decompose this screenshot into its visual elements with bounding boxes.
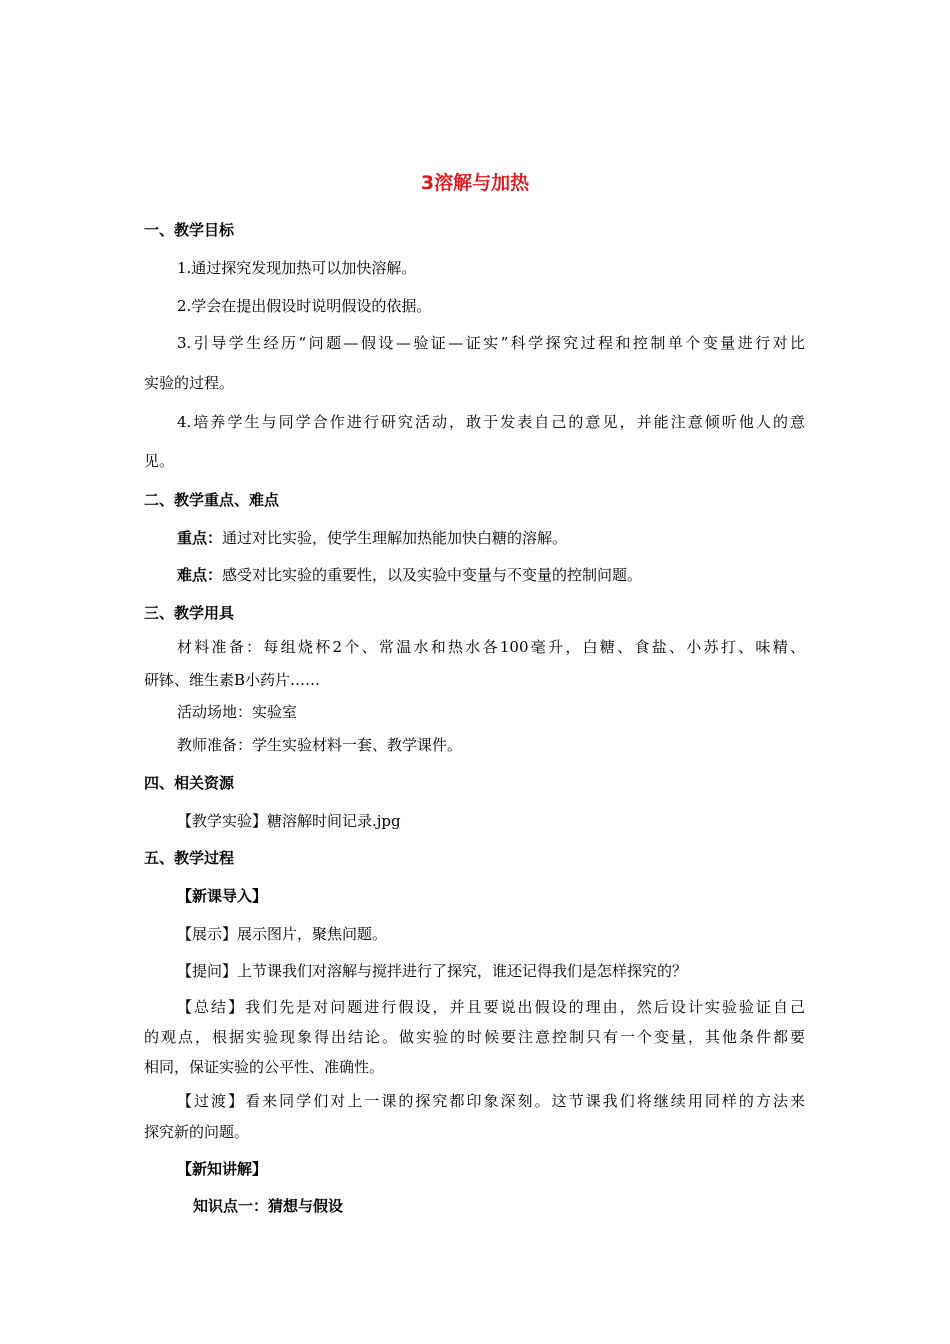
key-point bbox=[177, 527, 567, 549]
subheading-new-knowledge: 【新知讲解】 bbox=[177, 1160, 268, 1178]
objective-4-line2: 见。 bbox=[144, 452, 175, 470]
key-point-text: 通过对比实验，使学生理解加热能加快白糖的溶解。 bbox=[222, 529, 568, 547]
section-heading-resources: 四、相关资源 bbox=[144, 774, 235, 792]
teacher-prep: 教师准备：学生实验材料一套、教学课件。 bbox=[177, 736, 463, 754]
difficult-point bbox=[177, 564, 642, 586]
difficult-point-text: 感受对比实验的重要性，以及实验中变量与不变量的控制问题。 bbox=[222, 566, 643, 584]
objective-4-line1: 4.培养学生与同学合作进行研究活动，敢于发表自己的意见，并能注意倾听他人的意 bbox=[177, 413, 805, 431]
show-step: 【展示】展示图片，聚焦问题。 bbox=[177, 925, 388, 943]
key-point-label: 重点： bbox=[177, 529, 223, 547]
document-title: 3溶解与加热 bbox=[420, 172, 530, 194]
section-heading-key-points: 二、教学重点、难点 bbox=[144, 491, 280, 509]
difficult-point-label: 难点： bbox=[177, 566, 223, 584]
summary-line3: 相同，保证实验的公平性、准确性。 bbox=[144, 1058, 385, 1076]
venue: 活动场地：实验室 bbox=[177, 703, 298, 721]
ask-step: 【提问】上节课我们对溶解与搅拌进行了探究，谁还记得我们是怎样探究的？ bbox=[177, 962, 688, 980]
objective-3-line1: 3.引导学生经历“问题—假设—验证—证实”科学探究过程和控制单个变量进行对比 bbox=[177, 334, 805, 352]
section-heading-objectives: 一、教学目标 bbox=[144, 221, 235, 239]
objective-2: 2.学会在提出假设时说明假设的依据。 bbox=[177, 297, 432, 315]
knowledge-point-1: 知识点一：猜想与假设 bbox=[193, 1197, 344, 1215]
summary-line2: 的观点，根据实验现象得出结论。做实验的时候要注意控制只有一个变量，其他条件都要 bbox=[144, 1028, 805, 1046]
objective-1: 1.通过探究发现加热可以加快溶解。 bbox=[177, 259, 417, 277]
transition-line2: 探究新的问题。 bbox=[144, 1123, 250, 1141]
materials-line2: 研钵、维生素B小药片…… bbox=[144, 671, 321, 689]
resource-item: 【教学实验】糖溶解时间记录.jpg bbox=[177, 812, 401, 830]
summary-line1: 【总结】我们先是对问题进行假设，并且要说出假设的理由，然后设计实验验证自己 bbox=[177, 998, 805, 1016]
section-heading-tools: 三、教学用具 bbox=[144, 604, 235, 622]
objective-3-line2: 实验的过程。 bbox=[144, 374, 235, 392]
section-heading-process: 五、教学过程 bbox=[144, 849, 235, 867]
materials-line1: 材料准备：每组烧杯2个、常温水和热水各100毫升，白糖、食盐、小苏打、味精、 bbox=[177, 638, 805, 656]
subheading-intro: 【新课导入】 bbox=[177, 887, 268, 905]
transition-line1: 【过渡】看来同学们对上一课的探究都印象深刻。这节课我们将继续用同样的方法来 bbox=[177, 1092, 805, 1110]
